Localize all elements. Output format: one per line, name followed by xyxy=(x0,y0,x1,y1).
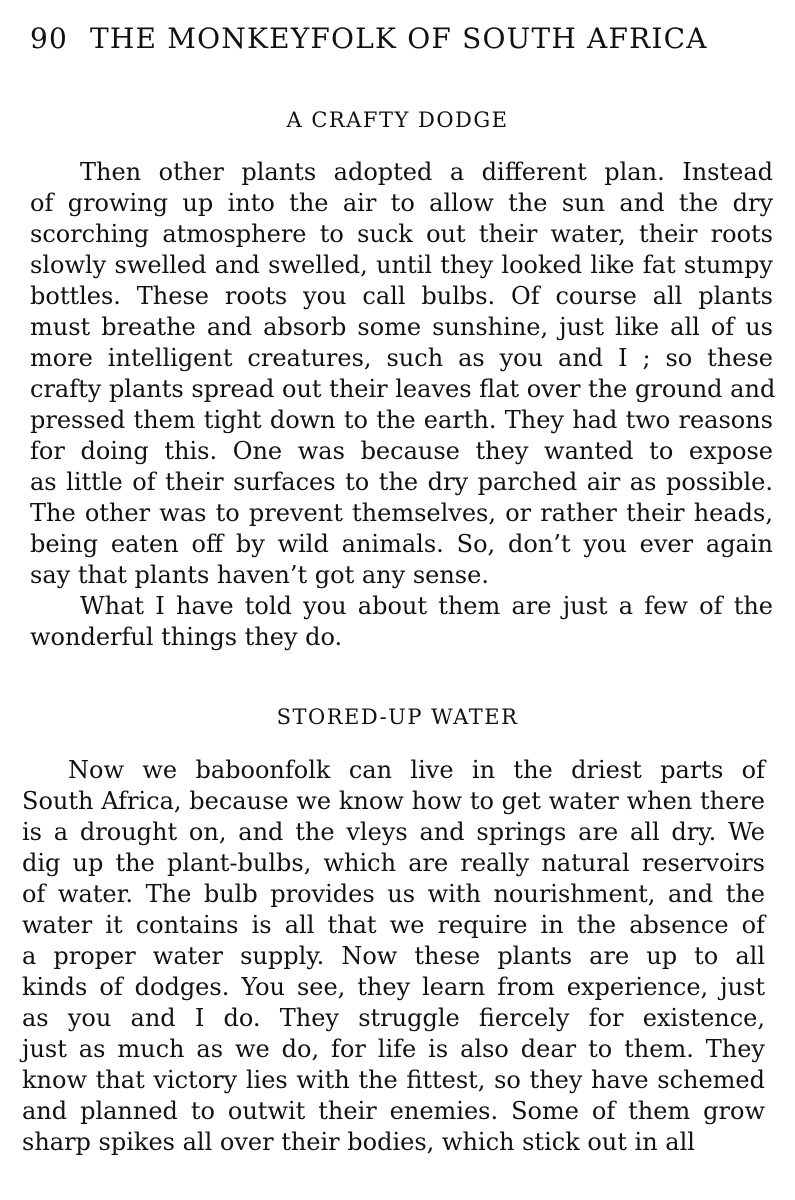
text-line: as you and I do. They struggle fiercely for existence, xyxy=(22,1004,765,1032)
text-line: wonderful things they do. xyxy=(30,623,343,651)
text-line: sharp spikes all over their bodies, which stick out in all xyxy=(22,1128,695,1156)
text-line: The other was to prevent themselves, or rather their heads, xyxy=(30,499,773,527)
text-line: Then other plants adopted a different plan. Instead xyxy=(80,158,773,186)
text-line: must breathe and absorb some sunshine, just like all of us xyxy=(30,313,773,341)
text-line: scorching atmosphere to suck out their water, their roots xyxy=(30,220,773,248)
text-line: of water. The bulb provides us with nourishment, and the xyxy=(22,880,765,908)
text-line: just as much as we do, for life is also dear to them. They xyxy=(22,1035,765,1063)
text-line: is a drought on, and the vleys and springs are all dry. We xyxy=(22,818,765,846)
text-line: kinds of dodges. You see, they learn from experience, just xyxy=(22,973,765,1001)
text-line: Now we baboonfolk can live in the driest parts of xyxy=(68,756,765,784)
text-line: being eaten off by wild animals. So, don’t you ever again xyxy=(30,530,773,558)
text-line: of growing up into the air to allow the sun and the dry xyxy=(30,189,773,217)
text-line: crafty plants spread out their leaves flat over the ground and xyxy=(30,375,776,403)
text-line: slowly swelled and swelled, until they looked like fat stumpy xyxy=(30,251,773,279)
section-heading: STORED-UP WATER xyxy=(276,705,519,729)
text-line: South Africa, because we know how to get water when there xyxy=(22,787,765,815)
running-title: THE MONKEYFOLK OF SOUTH AFRICA xyxy=(90,22,708,55)
text-line: for doing this. One was because they wanted to expose xyxy=(30,437,773,465)
text-line: a proper water supply. Now these plants are up to all xyxy=(22,942,765,970)
text-line: pressed them tight down to the earth. They had two reasons xyxy=(30,406,773,434)
text-line: bottles. These roots you call bulbs. Of course all plants xyxy=(30,282,773,310)
text-line: and planned to outwit their enemies. Some of them grow xyxy=(22,1097,765,1125)
running-head xyxy=(30,22,770,55)
text-line: know that victory lies with the fittest, so they have schemed xyxy=(22,1066,765,1094)
text-line: water it contains is all that we require in the absence of xyxy=(22,911,765,939)
page-number: 90 xyxy=(30,22,69,55)
text-line: say that plants haven’t got any sense. xyxy=(30,561,489,589)
text-line: as little of their surfaces to the dry parched air as possible. xyxy=(30,468,773,496)
text-line: dig up the plant-bulbs, which are really natural reservoirs xyxy=(22,849,765,877)
section-heading: A CRAFTY DODGE xyxy=(286,108,509,132)
text-line: more intelligent creatures, such as you and I ; so these xyxy=(30,344,773,372)
text-line: What I have told you about them are just a few of the xyxy=(80,592,773,620)
